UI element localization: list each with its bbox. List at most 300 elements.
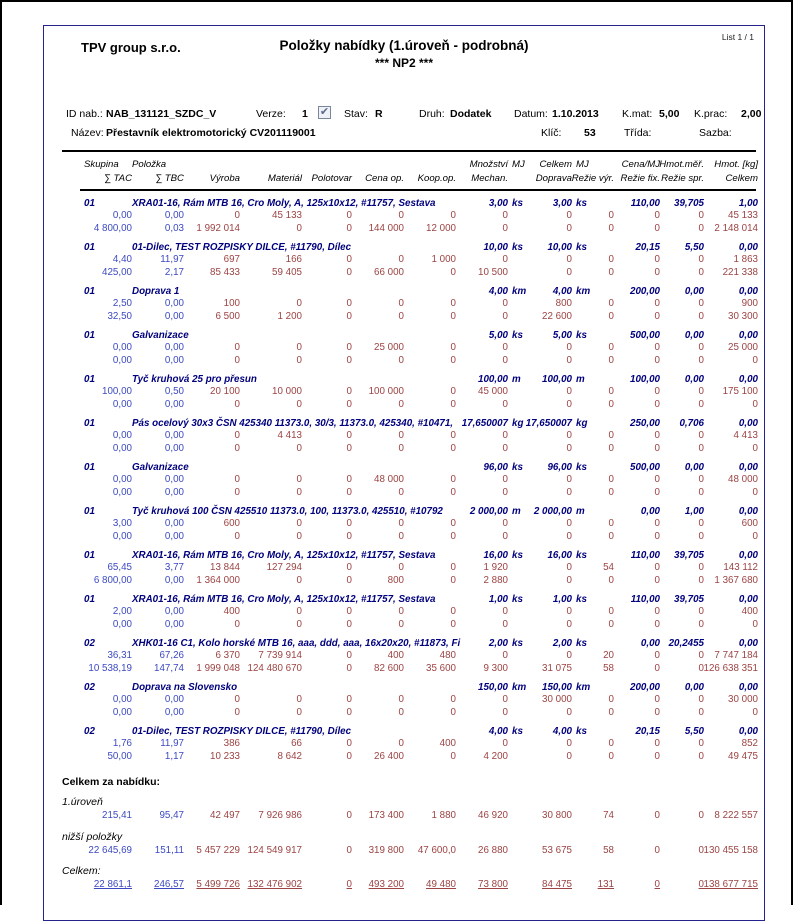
- value-cell: 1,76: [112, 738, 132, 749]
- value-cell: 0: [608, 606, 614, 617]
- item-values-row-1: [44, 254, 764, 267]
- company-name: TPV group s.r.o.: [81, 40, 181, 55]
- value-cell: 0: [654, 694, 660, 705]
- col-cena-mj: Cena/MJ: [621, 159, 660, 170]
- value-cell: 2 148 014: [714, 222, 758, 234]
- value-cell: 35 600: [426, 662, 456, 674]
- value-cell: 124 549 917: [247, 844, 302, 856]
- col-5: Polotovar: [311, 173, 352, 184]
- value-cell: 400: [223, 606, 240, 617]
- item-group: 01: [84, 418, 95, 429]
- value-cell: 85 433: [210, 266, 240, 278]
- value-cell: 0: [450, 342, 456, 353]
- value-cell: 0: [566, 354, 572, 366]
- value-cell: 0: [346, 574, 352, 586]
- value-cell: 0: [654, 574, 660, 586]
- value-cell: 0: [608, 430, 614, 441]
- value-cell: 0: [502, 210, 508, 221]
- value-cell: 0: [608, 266, 614, 278]
- value-cell: 66: [291, 738, 302, 749]
- value-cell: 0: [752, 706, 758, 718]
- value-cell: 7 747 184: [714, 650, 758, 661]
- item-values-row-2: [44, 399, 764, 412]
- value-cell: 1 367 680: [714, 574, 758, 586]
- value-cell: 3,00: [112, 518, 132, 529]
- value-cell: 0,00: [164, 298, 184, 309]
- value-cell: 0,00: [164, 398, 184, 410]
- item-price-per-unit: 110,00: [630, 198, 660, 209]
- item-total-unit: ks: [576, 550, 587, 561]
- value-cell: 12 000: [426, 222, 456, 234]
- value-cell: 0: [698, 386, 704, 397]
- value-cell: 0: [698, 474, 704, 485]
- value-cell: 0: [398, 210, 404, 221]
- item-values-row-2: [44, 487, 764, 500]
- item-values-row-2: [44, 311, 764, 324]
- druh-value: Dodatek: [450, 108, 492, 120]
- item-description: Pás ocelový 30x3 ČSN 425340 11373.0, 30/3, 11373.0, 425340, #10471,: [132, 418, 454, 429]
- value-cell: 22 600: [542, 310, 572, 322]
- value-cell: 0: [398, 398, 404, 410]
- value-cell: 0: [450, 354, 456, 366]
- value-cell: 95,47: [159, 810, 184, 821]
- offer-info: [44, 108, 764, 146]
- value-cell: 0: [346, 430, 352, 441]
- value-cell: 0: [296, 222, 302, 234]
- value-cell: 0,00: [164, 694, 184, 705]
- item-weight-per-unit: 0,706: [679, 418, 704, 429]
- value-cell: 0: [698, 810, 704, 821]
- value-cell: 4 413: [733, 430, 758, 441]
- value-cell: 0: [346, 694, 352, 705]
- value-cell: 0: [234, 442, 240, 454]
- value-cell: 0: [346, 650, 352, 661]
- item-quantity: 4,00: [488, 726, 508, 737]
- value-cell: 0: [346, 474, 352, 485]
- value-cell: 20: [603, 650, 614, 661]
- value-cell: 0: [752, 486, 758, 498]
- value-cell: 0: [450, 298, 456, 309]
- value-cell: 0: [566, 562, 572, 573]
- value-cell: 0: [296, 706, 302, 718]
- stav-value: R: [375, 108, 383, 120]
- value-cell: 0,00: [112, 210, 132, 221]
- value-cell: 9 300: [483, 662, 508, 674]
- value-cell: 0: [234, 530, 240, 542]
- value-cell: 0: [608, 738, 614, 749]
- summary-values-row: [44, 810, 764, 823]
- value-cell: 0,00: [112, 706, 132, 718]
- value-cell: 0: [698, 442, 704, 454]
- item-total-unit: m: [576, 374, 585, 385]
- header-separator-rule: [62, 150, 756, 152]
- item-total-quantity: 100,00: [542, 374, 572, 385]
- value-cell: 400: [741, 606, 758, 617]
- nazev-label: Název:: [71, 127, 104, 139]
- value-cell: 0,00: [164, 310, 184, 322]
- item-row: [44, 329, 764, 342]
- value-cell: 0: [346, 298, 352, 309]
- summary-section-label: nižší položky: [62, 830, 123, 843]
- item-description: Tyč kruhová 100 ČSN 425510 11373.0, 100, 11373.0, 425510, #10792: [132, 506, 443, 517]
- value-cell: 0: [346, 530, 352, 542]
- value-cell: 0: [234, 706, 240, 718]
- value-cell: 400: [439, 738, 456, 749]
- value-cell: 0: [346, 562, 352, 573]
- item-quantity-unit: ks: [512, 242, 523, 253]
- value-cell: 0,00: [112, 442, 132, 454]
- value-cell: 0: [450, 266, 456, 278]
- item-values-row-1: [44, 386, 764, 399]
- value-cell: 0: [346, 254, 352, 265]
- value-cell: 0,00: [164, 518, 184, 529]
- item-group: 02: [84, 638, 95, 649]
- value-cell: 0: [698, 738, 704, 749]
- item-total-quantity: 96,00: [547, 462, 572, 473]
- value-cell: 0: [502, 650, 508, 661]
- value-cell: 147,74: [154, 662, 184, 674]
- value-cell: 0: [502, 706, 508, 718]
- col-mj2: MJ: [576, 159, 589, 170]
- item-weight-total: 0,00: [738, 418, 758, 429]
- item-quantity: 1,00: [488, 594, 508, 605]
- item-quantity: 17,650007: [461, 418, 508, 429]
- item-quantity: 16,00: [483, 550, 508, 561]
- value-cell: 20 100: [210, 386, 240, 397]
- item-total-unit: m: [576, 506, 585, 517]
- value-cell: 0: [698, 266, 704, 278]
- item-values-row-2: [44, 531, 764, 544]
- report-table: [44, 197, 764, 763]
- item-total-unit: ks: [576, 462, 587, 473]
- col-mj1: MJ: [512, 159, 525, 170]
- value-cell: 0: [502, 222, 508, 234]
- value-cell: 0: [398, 518, 404, 529]
- value-cell: 0: [566, 266, 572, 278]
- value-cell: 0: [608, 618, 614, 630]
- col-mnozstvi: Množství: [469, 159, 508, 170]
- col-6: Cena op.: [365, 173, 404, 184]
- value-cell: 0,00: [164, 530, 184, 542]
- value-cell: 0: [654, 442, 660, 454]
- value-cell: 0: [698, 298, 704, 309]
- value-cell: 0: [752, 398, 758, 410]
- value-cell: 126 638 351: [703, 662, 758, 674]
- value-cell: 0: [608, 442, 614, 454]
- item-quantity-unit: m: [512, 506, 521, 517]
- value-cell: 36,31: [107, 650, 132, 661]
- value-cell: 0: [654, 530, 660, 542]
- value-cell: 0: [502, 354, 508, 366]
- value-cell: 0: [698, 530, 704, 542]
- item-group: 01: [84, 550, 95, 561]
- value-cell: 0: [346, 222, 352, 234]
- item-group: 01: [84, 374, 95, 385]
- value-cell: 0: [502, 254, 508, 265]
- item-description: Galvanizace: [132, 462, 189, 473]
- value-cell: 0: [654, 266, 660, 278]
- value-cell: 0: [654, 706, 660, 718]
- value-cell: 130 455 158: [703, 844, 758, 856]
- value-cell: 0: [566, 618, 572, 630]
- table-column-headers: [44, 158, 764, 186]
- item-price-per-unit: 200,00: [630, 682, 660, 693]
- value-cell: 0,00: [112, 342, 132, 353]
- value-cell: 49 480: [426, 879, 456, 890]
- kmat-value: 5,00: [659, 108, 680, 120]
- value-cell: 6 500: [215, 310, 240, 322]
- value-cell: 26 400: [374, 750, 404, 762]
- value-cell: 0: [608, 222, 614, 234]
- item-row: [44, 637, 764, 650]
- item-values-row-2: [44, 267, 764, 280]
- value-cell: 0: [608, 310, 614, 322]
- item-quantity-unit: m: [512, 374, 521, 385]
- value-cell: 0: [566, 518, 572, 529]
- item-price-per-unit: 250,00: [630, 418, 660, 429]
- value-cell: 0: [698, 750, 704, 762]
- value-cell: 0: [566, 650, 572, 661]
- value-cell: 0: [502, 310, 508, 322]
- value-cell: 0: [450, 694, 456, 705]
- value-cell: 0: [608, 398, 614, 410]
- value-cell: 0: [398, 618, 404, 630]
- value-cell: 0: [654, 738, 660, 749]
- value-cell: 480: [439, 650, 456, 661]
- value-cell: 0,00: [164, 618, 184, 630]
- value-cell: 7 739 914: [258, 650, 302, 661]
- item-row: [44, 373, 764, 386]
- value-cell: 0: [566, 398, 572, 410]
- value-cell: 0: [398, 486, 404, 498]
- value-cell: 0: [450, 706, 456, 718]
- value-cell: 0: [398, 694, 404, 705]
- value-cell: 0: [654, 750, 660, 762]
- value-cell: 49 475: [728, 750, 758, 762]
- value-cell: 800: [555, 298, 572, 309]
- item-row: [44, 549, 764, 562]
- value-cell: 5 499 726: [196, 879, 240, 890]
- value-cell: 0: [296, 618, 302, 630]
- item-values-row-2: [44, 575, 764, 588]
- kmat-label: K.mat:: [622, 108, 653, 120]
- summary-values-row: [44, 845, 764, 858]
- report-page: [43, 25, 765, 921]
- value-cell: 42 497: [210, 810, 240, 821]
- value-cell: 50,00: [107, 750, 132, 762]
- col-hmot-mer: Hmot.měř.: [659, 159, 704, 170]
- value-cell: 0: [698, 518, 704, 529]
- value-cell: 25 000: [374, 342, 404, 353]
- value-cell: 45 133: [728, 210, 758, 221]
- value-cell: 67,26: [159, 650, 184, 661]
- value-cell: 0: [296, 530, 302, 542]
- value-cell: 0: [654, 810, 660, 821]
- value-cell: 7 926 986: [258, 810, 302, 821]
- value-cell: 59 405: [272, 266, 302, 278]
- item-price-per-unit: 20,15: [635, 242, 660, 253]
- value-cell: 132 476 902: [247, 879, 302, 890]
- value-cell: 48 000: [374, 474, 404, 485]
- value-cell: 0: [566, 342, 572, 353]
- item-values-row-1: [44, 342, 764, 355]
- value-cell: 0: [608, 694, 614, 705]
- item-row: [44, 505, 764, 518]
- value-cell: 0: [502, 398, 508, 410]
- value-cell: 26 880: [478, 844, 508, 856]
- item-price-per-unit: 0,00: [640, 506, 660, 517]
- item-quantity: 96,00: [483, 462, 508, 473]
- value-cell: 0: [654, 518, 660, 529]
- value-cell: 0: [698, 430, 704, 441]
- item-quantity: 5,00: [488, 330, 508, 341]
- item-weight-total: 0,00: [738, 682, 758, 693]
- value-cell: 0: [346, 442, 352, 454]
- value-cell: 0: [566, 474, 572, 485]
- value-cell: 0: [398, 310, 404, 322]
- sazba-label: Sazba:: [699, 127, 732, 139]
- value-cell: 221 338: [722, 266, 758, 278]
- value-cell: 0: [608, 354, 614, 366]
- value-cell: 0: [752, 442, 758, 454]
- col-13: Celkem: [725, 173, 758, 184]
- value-cell: 0: [608, 486, 614, 498]
- datum-value: 1.10.2013: [552, 108, 599, 120]
- value-cell: 0: [502, 606, 508, 617]
- value-cell: 0: [566, 574, 572, 586]
- item-quantity-unit: kg: [512, 418, 524, 429]
- kprac-value: 2,00: [741, 108, 762, 120]
- value-cell: 3,77: [164, 562, 184, 573]
- value-cell: 0,00: [112, 398, 132, 410]
- item-total-quantity: 10,00: [547, 242, 572, 253]
- value-cell: 0: [502, 518, 508, 529]
- item-total-unit: ks: [576, 726, 587, 737]
- col-3: Výroba: [209, 173, 240, 184]
- value-cell: 0: [698, 662, 704, 674]
- value-cell: 124 480 670: [247, 662, 302, 674]
- value-cell: 0: [346, 662, 352, 674]
- value-cell: 100: [223, 298, 240, 309]
- value-cell: 0: [566, 386, 572, 397]
- item-total-unit: km: [576, 682, 591, 693]
- value-cell: 0: [296, 518, 302, 529]
- item-weight-total: 0,00: [738, 550, 758, 561]
- item-total-unit: ks: [576, 330, 587, 341]
- item-values-row-2: [44, 619, 764, 632]
- value-cell: 10 233: [210, 750, 240, 762]
- value-cell: 144 000: [368, 222, 404, 234]
- value-cell: 100 000: [368, 386, 404, 397]
- item-price-per-unit: 20,15: [635, 726, 660, 737]
- value-cell: 11,97: [160, 738, 184, 749]
- value-cell: 73 800: [478, 879, 508, 890]
- value-cell: 0: [450, 486, 456, 498]
- value-cell: 0: [346, 518, 352, 529]
- item-description: XHK01-16 C1, Kolo horské MTB 16, aaa, ddd, aaa, 16x20x20, #11873, Fi: [132, 638, 461, 649]
- col-11: Režie fix.: [620, 173, 660, 184]
- value-cell: 0: [296, 474, 302, 485]
- value-cell: 386: [223, 738, 240, 749]
- item-values-row-1: [44, 474, 764, 487]
- value-cell: 4 413: [277, 430, 302, 441]
- value-cell: 0: [346, 486, 352, 498]
- item-quantity: 2,00: [488, 638, 508, 649]
- value-cell: 0: [654, 342, 660, 353]
- item-weight-total: 0,00: [738, 726, 758, 737]
- value-cell: 0: [450, 386, 456, 397]
- value-cell: 0: [502, 342, 508, 353]
- item-weight-per-unit: 0,00: [684, 286, 704, 297]
- value-cell: 138 677 715: [703, 879, 758, 890]
- value-cell: 0: [234, 430, 240, 441]
- item-price-per-unit: 100,00: [630, 374, 660, 385]
- item-total-unit: kg: [576, 418, 588, 429]
- item-weight-per-unit: 5,50: [684, 726, 704, 737]
- value-cell: 0: [234, 342, 240, 353]
- item-total-quantity: 5,00: [552, 330, 572, 341]
- value-cell: 1 920: [483, 562, 508, 573]
- value-cell: 0: [698, 222, 704, 234]
- value-cell: 0: [698, 574, 704, 586]
- item-total-unit: ks: [576, 594, 587, 605]
- item-quantity: 10,00: [483, 242, 508, 253]
- value-cell: 0: [654, 844, 660, 856]
- value-cell: 0: [398, 354, 404, 366]
- value-cell: 11,97: [160, 254, 184, 265]
- value-cell: 0: [296, 342, 302, 353]
- value-cell: 0: [752, 530, 758, 542]
- item-row: [44, 197, 764, 210]
- value-cell: 66 000: [374, 266, 404, 278]
- summary-sections: [44, 796, 764, 892]
- value-cell: 0: [608, 518, 614, 529]
- item-price-per-unit: 0,00: [640, 638, 660, 649]
- item-weight-total: 0,00: [738, 330, 758, 341]
- verze-checkbox[interactable]: ✔: [319, 106, 330, 118]
- item-quantity: 3,00: [488, 198, 508, 209]
- col-2: ∑ TBC: [155, 173, 184, 184]
- value-cell: 22 861,1: [93, 879, 132, 890]
- item-total-quantity: 1,00: [552, 594, 572, 605]
- item-quantity-unit: ks: [512, 330, 523, 341]
- value-cell: 1 880: [431, 810, 456, 821]
- stav-label: Stav:: [344, 108, 368, 120]
- item-total-unit: ks: [576, 242, 587, 253]
- value-cell: 0: [566, 486, 572, 498]
- value-cell: 0: [450, 310, 456, 322]
- col-4: Materiál: [267, 173, 302, 184]
- value-cell: 2,00: [112, 606, 132, 617]
- item-price-per-unit: 110,00: [630, 594, 660, 605]
- value-cell: 0: [502, 474, 508, 485]
- value-cell: 0: [502, 430, 508, 441]
- item-total-quantity: 3,00: [552, 198, 572, 209]
- item-values-row-2: [44, 751, 764, 764]
- item-description: 01-Dilec, TEST ROZPISKY DILCE, #11790, Dílec: [132, 242, 352, 253]
- item-weight-per-unit: 39,705: [674, 594, 704, 605]
- item-quantity-unit: km: [512, 286, 527, 297]
- value-cell: 0: [346, 750, 352, 762]
- item-values-row-2: [44, 707, 764, 720]
- id-label: ID nab.:: [66, 108, 103, 120]
- value-cell: 600: [223, 518, 240, 529]
- item-weight-per-unit: 1,00: [684, 506, 704, 517]
- summary-section-label: Celkem:: [62, 865, 101, 877]
- value-cell: 0: [234, 694, 240, 705]
- value-cell: 0: [450, 750, 456, 762]
- value-cell: 0: [346, 606, 352, 617]
